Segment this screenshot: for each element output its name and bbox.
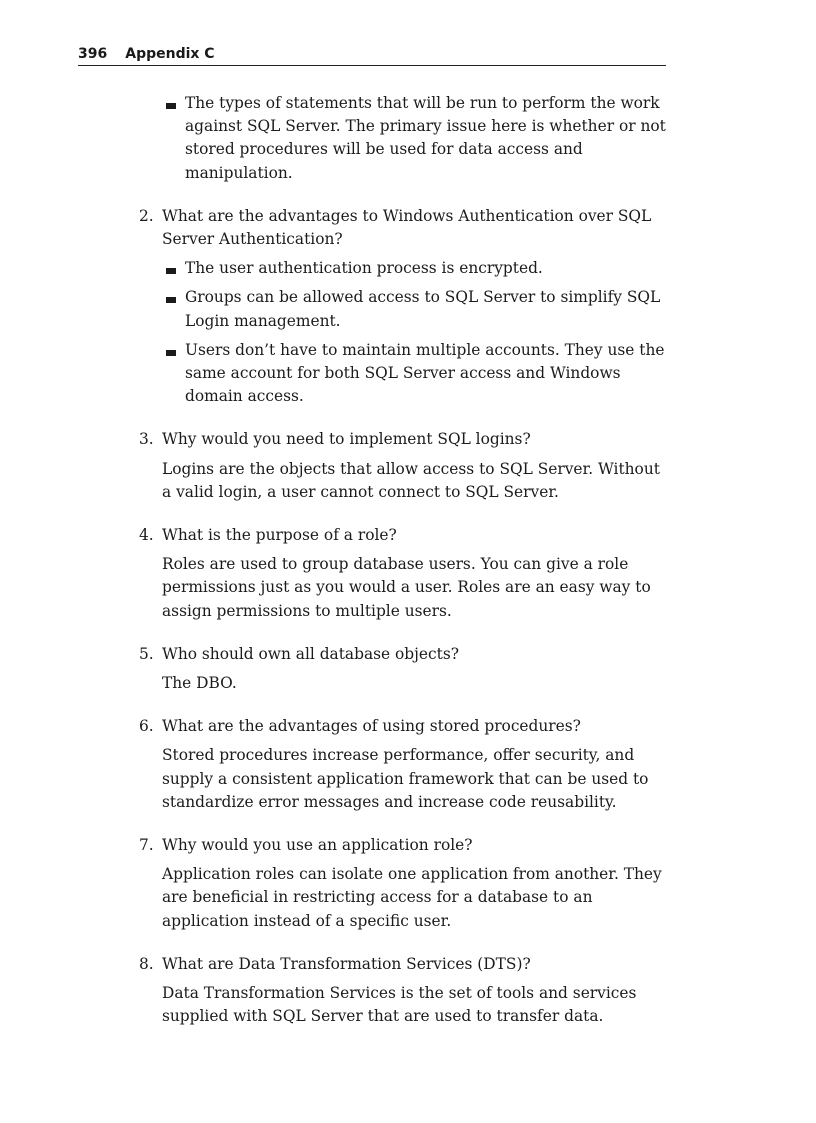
question-number: 7.	[139, 836, 154, 855]
question-4	[139, 524, 667, 547]
question-text: Why would you use an application role?	[162, 836, 473, 855]
question-number: 3.	[139, 430, 154, 449]
question-7	[139, 834, 667, 857]
question-text: What is the purpose of a role?	[162, 526, 397, 545]
question-2-bullets	[0, 257, 816, 408]
question-number: 2.	[139, 206, 154, 225]
running-header	[78, 45, 666, 66]
question-number: 6.	[139, 717, 154, 736]
answer-text: The DBO.	[162, 674, 237, 693]
question-text: Why would you need to implement SQL logins?	[162, 430, 531, 449]
question-number: 8.	[139, 954, 154, 973]
answer-bullet: Groups can be allowed access to SQL Server to simplify SQL Login management.	[185, 286, 669, 332]
section-title: Appendix C	[125, 46, 215, 62]
question-text: What are the advantages to Windows Authentication over SQL Server Authentication?	[162, 206, 652, 249]
question-8	[139, 953, 667, 976]
question-number: 5.	[139, 644, 154, 663]
question-text: What are the advantages of using stored procedures?	[162, 717, 581, 736]
page-body	[0, 92, 816, 1029]
question-text: Who should own all database objects?	[162, 644, 459, 663]
question-number: 4.	[139, 526, 154, 545]
answer-text: Logins are the objects that allow access to SQL Server. Without a valid login, a user cannot connect to SQL Server.	[162, 459, 660, 501]
answer-text: Stored procedures increase performance, offer security, and supply a consistent application framework that can be used to standardize error messages and increase code reusability.	[162, 746, 649, 811]
answer-text: Data Transformation Services is the set of tools and services supplied with SQL Server that are used to transfer data.	[162, 984, 637, 1026]
answer-bullet: The user authentication process is encrypted.	[185, 257, 669, 280]
question-2	[139, 205, 667, 251]
page-number: 396	[78, 46, 108, 62]
question-5	[139, 643, 667, 666]
question-6	[139, 715, 667, 738]
question-text: What are Data Transformation Services (DTS)?	[162, 954, 531, 973]
answer-text: Application roles can isolate one application from another. They are beneficial in restricting access for a database to an application instead of a specific user.	[162, 865, 662, 930]
answer-bullet: Users don’t have to maintain multiple accounts. They use the same account for both SQL Server access and Windows domain access.	[185, 339, 669, 409]
intro-bullet: The types of statements that will be run to perform the work against SQL Server. The primary issue here is whether or not stored procedures will be used for data access and manipulation.	[185, 92, 669, 185]
answer-text: Roles are used to group database users. You can give a role permissions just as you would a user. Roles are an easy way to assign permissions to multiple users.	[162, 555, 651, 620]
question-3	[139, 428, 667, 451]
